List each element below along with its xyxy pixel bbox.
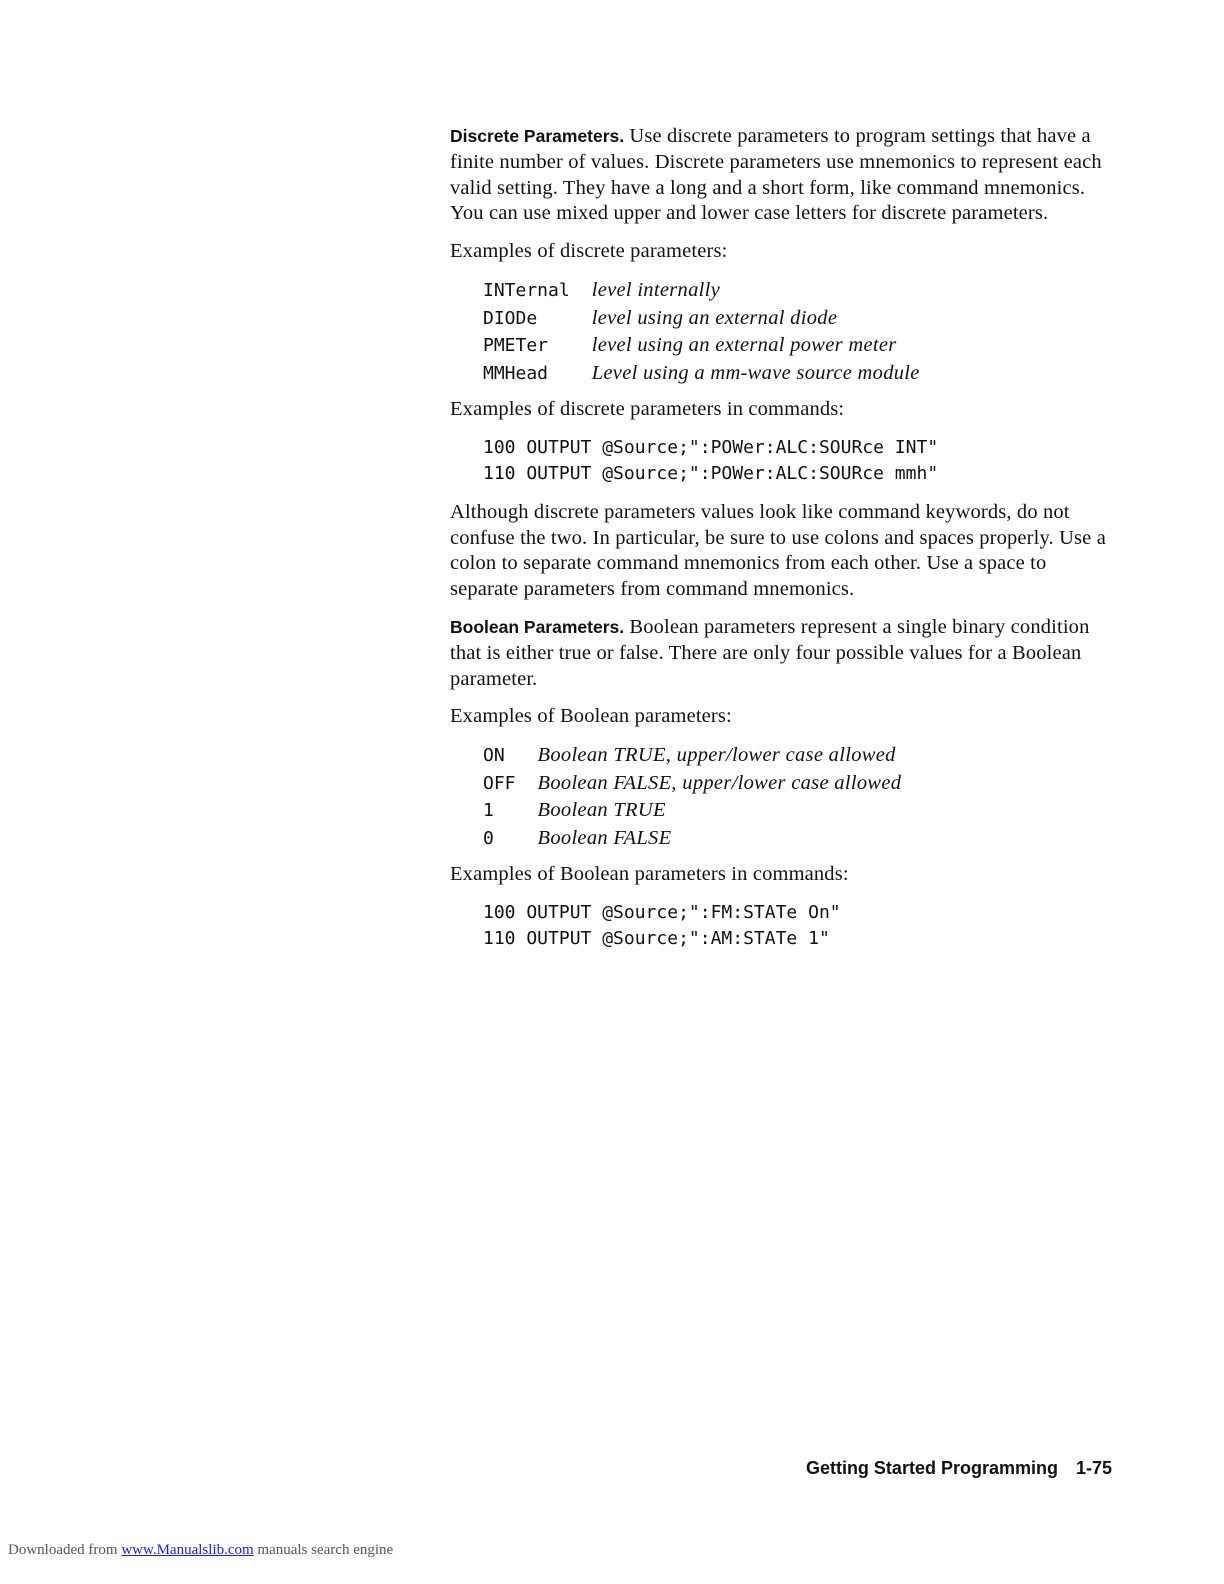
discrete-note-paragraph: Although discrete parameters values look like command keywords, do not confuse the two. In particular, be sure to use colons and spaces properly. Use a colon to separate command mnemonics from each other. Use a space to separate parameters from command mnemonics. xyxy=(450,500,1106,601)
parameter-term: DIODe xyxy=(483,307,538,329)
discrete-parameters-paragraph xyxy=(450,124,1110,227)
code-line: 100 OUTPUT @Source;":FM:STATe On" xyxy=(483,901,841,923)
parameter-description: Boolean TRUE xyxy=(537,799,666,822)
discrete-parameters-body: Use discrete parameters to program settings that have a finite number of values. Discrete parameters use mnemonics to represent each valid setting. They have a long and a short form, like command mnemonics. You can use mixed upper and lower case letters for discrete parameters. xyxy=(450,125,1102,225)
list-item xyxy=(483,770,901,798)
manualslib-link[interactable]: www.Manualslib.com xyxy=(121,1542,254,1558)
list-item xyxy=(483,797,901,825)
list-item xyxy=(483,332,920,360)
list-item xyxy=(483,825,901,853)
list-item xyxy=(483,304,920,332)
list-item xyxy=(483,742,901,770)
parameter-term: ON xyxy=(483,745,505,767)
discrete-parameters-heading: Discrete Parameters. xyxy=(450,126,625,146)
parameter-term: INTernal xyxy=(483,280,570,302)
parameter-description: Boolean TRUE, upper/lower case allowed xyxy=(537,744,896,767)
discrete-examples-list xyxy=(483,277,920,387)
discrete-code-block xyxy=(483,435,1110,488)
download-suffix: manuals search engine xyxy=(257,1542,394,1558)
parameter-description: level using an external power meter xyxy=(591,334,897,357)
parameter-description: level using an external diode xyxy=(591,306,838,329)
footer-section-title: Getting Started Programming xyxy=(805,1458,1058,1478)
boolean-code-block xyxy=(483,900,1110,953)
parameter-term: 0 xyxy=(483,827,494,849)
download-prefix: Downloaded from xyxy=(8,1542,118,1558)
parameter-description: Boolean FALSE xyxy=(537,826,672,849)
parameter-term: OFF xyxy=(483,772,516,794)
parameter-term: 1 xyxy=(483,800,494,822)
code-line: 110 OUTPUT @Source;":AM:STATe 1" xyxy=(483,928,830,950)
parameter-description: level internally xyxy=(591,279,721,302)
parameter-description: Level using a mm-wave source module xyxy=(591,361,920,384)
boolean-examples-intro: Examples of Boolean parameters: xyxy=(450,705,732,728)
discrete-examples-intro: Examples of discrete parameters: xyxy=(450,240,728,263)
page-footer xyxy=(806,1458,1112,1479)
list-item xyxy=(483,359,920,387)
list-item xyxy=(483,277,920,305)
code-line: 110 OUTPUT @Source;":POWer:ALC:SOURce mmh" xyxy=(483,463,939,485)
boolean-commands-intro: Examples of Boolean parameters in commands: xyxy=(450,863,849,886)
page-number: 1-75 xyxy=(1075,1458,1112,1478)
code-line: 100 OUTPUT @Source;":POWer:ALC:SOURce INT" xyxy=(483,436,939,458)
parameter-term: MMHead xyxy=(483,362,549,384)
boolean-parameters-paragraph xyxy=(450,615,1110,692)
page-content xyxy=(450,124,1110,965)
parameter-term: PMETer xyxy=(483,335,549,357)
boolean-examples-list xyxy=(483,742,901,852)
boolean-parameters-heading: Boolean Parameters. xyxy=(450,616,625,637)
parameter-description: Boolean FALSE, upper/lower case allowed xyxy=(537,771,902,794)
download-notice xyxy=(8,1542,393,1559)
boolean-parameters-body: Boolean parameters represent a single binary condition that is either true or false. There are only four possible values for a Boolean parameter. xyxy=(450,615,1090,690)
discrete-commands-intro: Examples of discrete parameters in commands: xyxy=(450,397,845,420)
